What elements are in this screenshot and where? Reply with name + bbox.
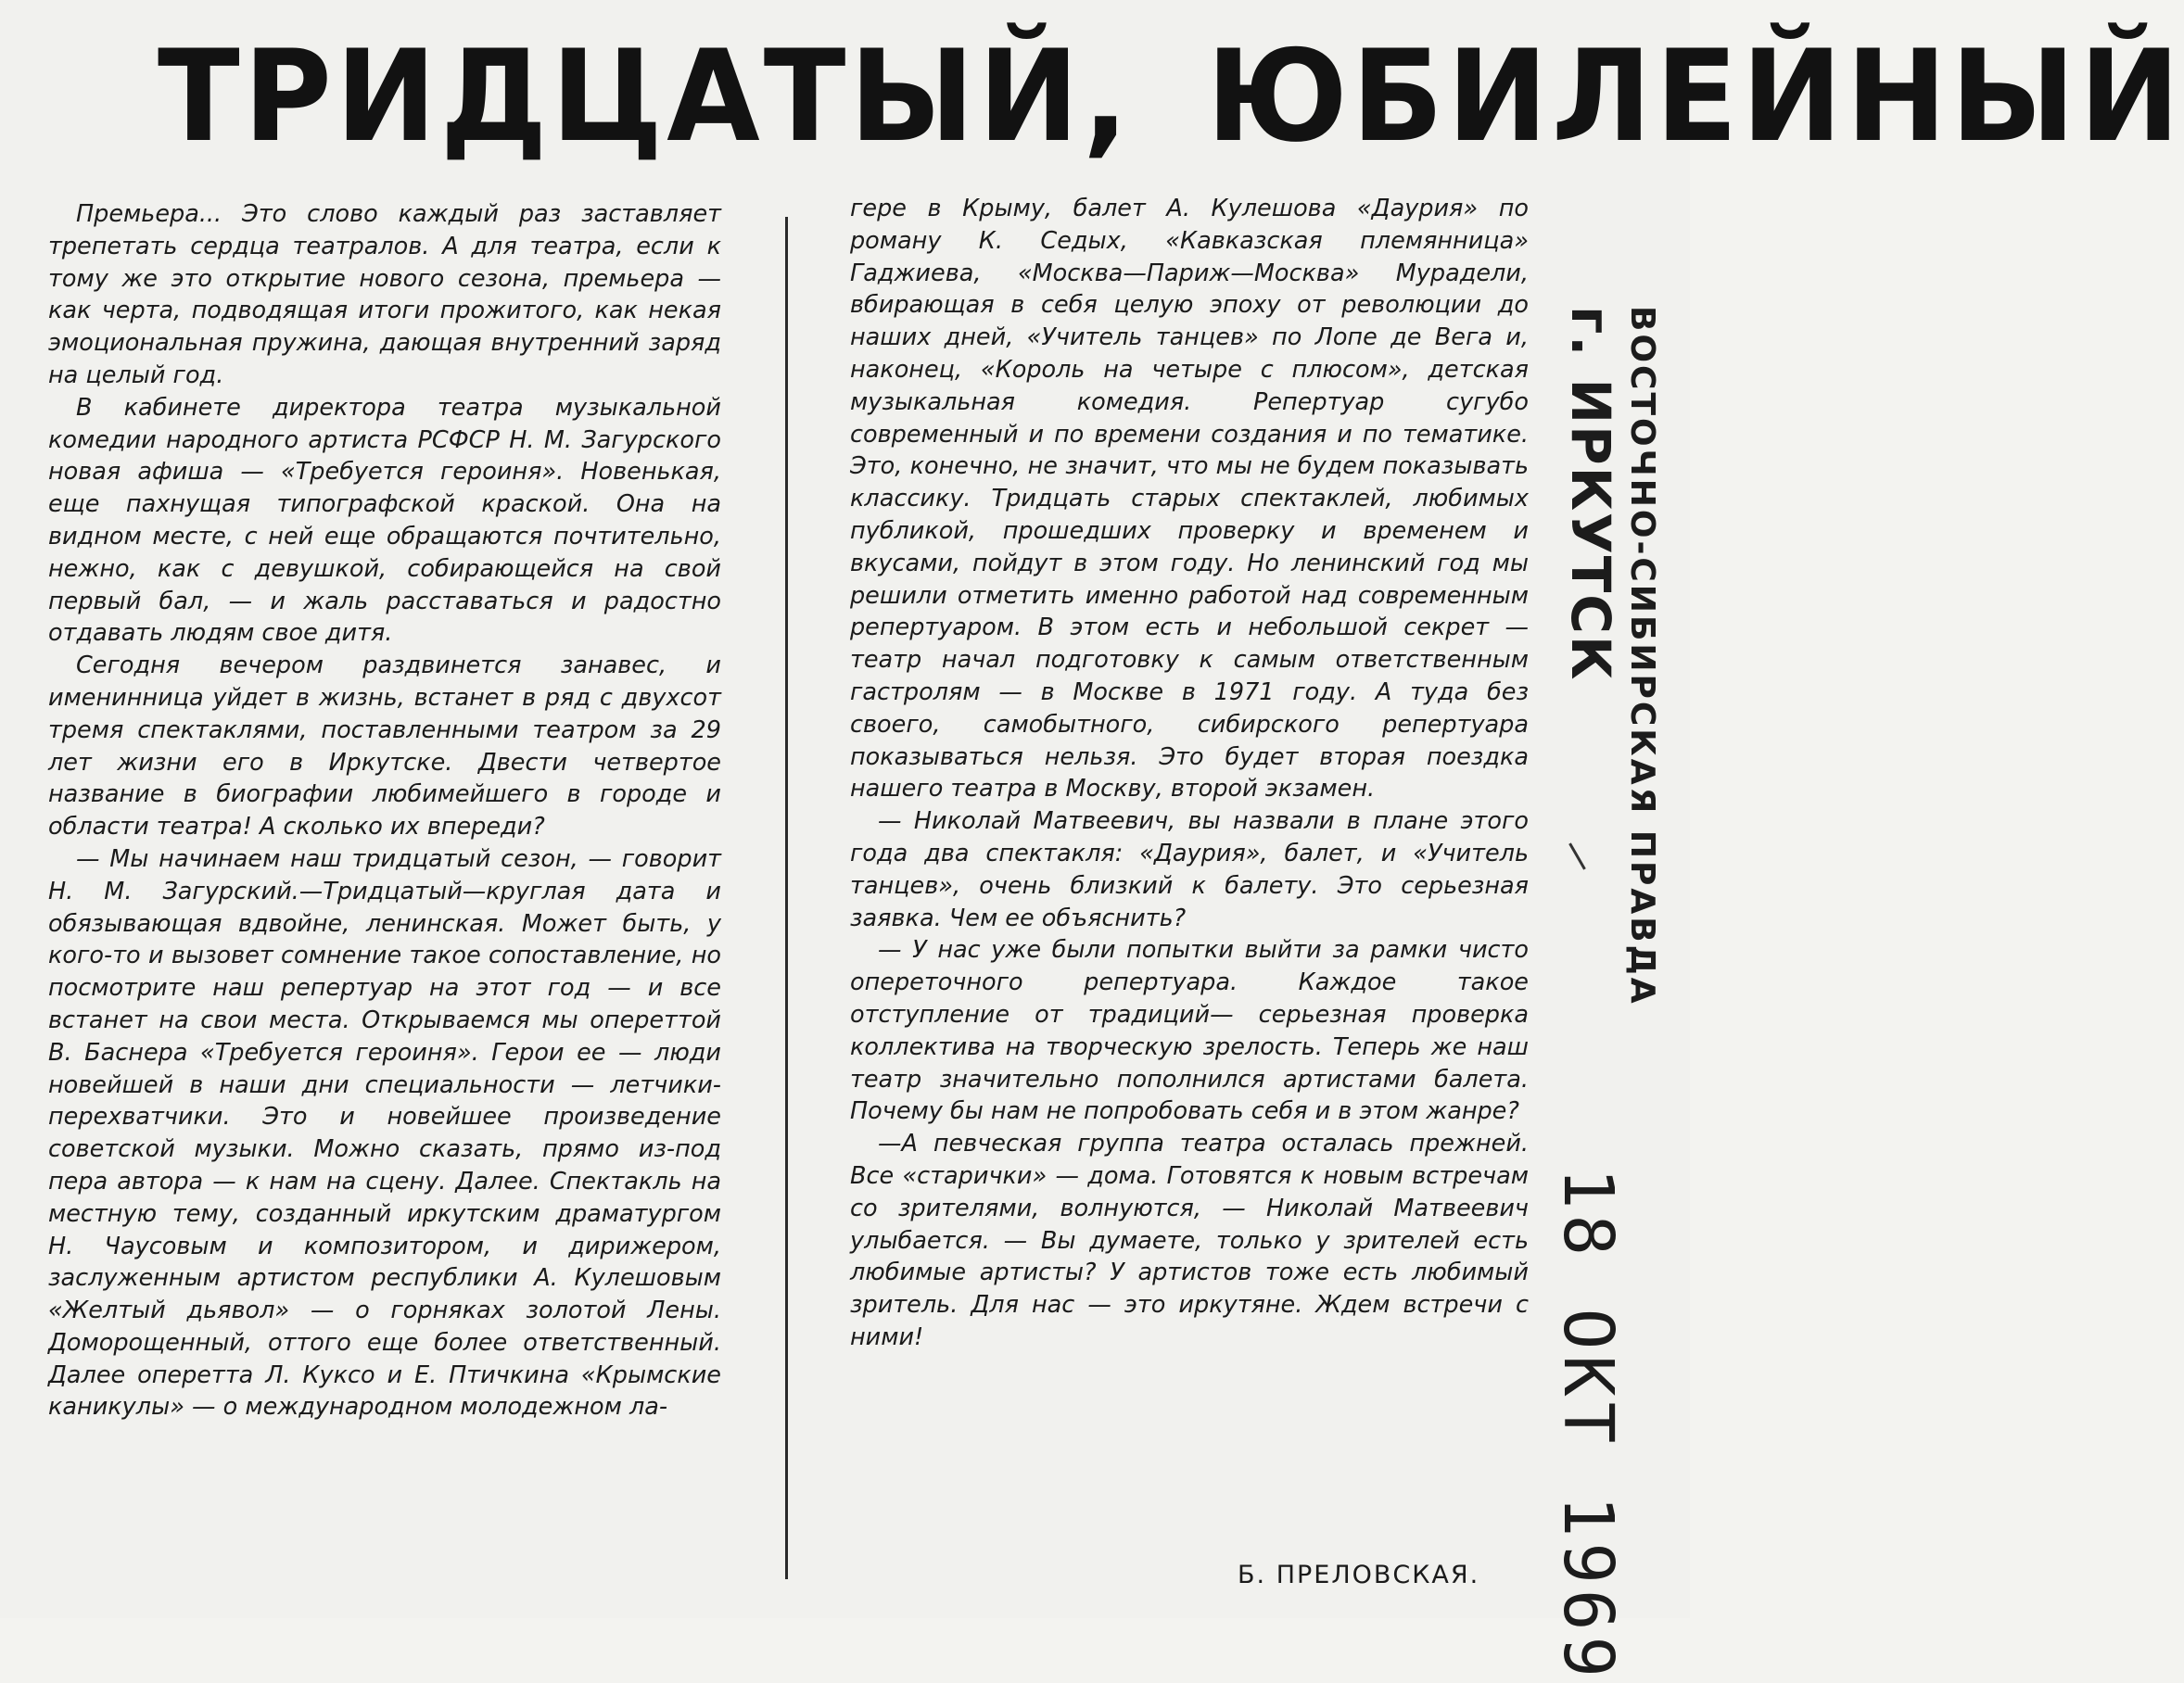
author-signature: Б. ПРЕЛОВСКАЯ. <box>1238 1561 1480 1589</box>
paragraph: — У нас уже были попытки выйти за рамки чисто опереточного репертуара. Каждое такое отступление от традиций— серьезная проверка коллектива на творческую зрелость. Теперь же наш театр значительно пополнился артистами балета. Почему бы нам не попробовать себя и в этом жанре? <box>850 936 1529 1126</box>
stamp-date: 18 ОКТ 1969 <box>1548 1168 1628 1683</box>
paragraph: — Мы начинаем наш тридцатый сезон, — говорит Н. М. Загурский.—Тридцатый—круглая дата и обязывающая вдвойне, ленинская. Может быть, у кого-то и вызовет сомнение такое сопоставление, но посмотрите наш репертуар на этот год — и все встанет на свои места. Открываемся мы опереттой В. Баснера «Требуется героиня». Герои ее — люди новейшей в наши дни специальности — летчики-перехватчики. Это и новейшее произведение советской музыки. Можно сказать, прямо из-под пера автора — к нам на сцену. Далее. Спектакль на местную тему, созданный иркутским драматургом Н. Чаусовым и композитором, и дирижером, заслуженным артистом республики А. Кулешовым «Желтый дьявол» — о горняках золотой Лены. Доморощенный, оттого еще более ответственный. Далее оперетта Л. Куксо и Е. Птичкина «Крымские каникулы» — о международном молодежном ла- <box>48 844 721 1422</box>
headline-word-1: ТРИДЦАТЫЙ, <box>158 21 1133 171</box>
paragraph: гере в Крыму, балет А. Кулешова «Даурия» по роману К. Седых, «Кавказская племянница» Гаджиева, «Москва—Париж—Москва» Мурадели, вбирающая в себя целую эпоху от революции до наших дней, «Учитель танцев» по Лопе де Вега и, наконец, «Король на четыре с плюсом», детская музыкальная комедия. Репертуар сугубо современный и по времени создания и по тематике. Это, конечно, не значит, что мы не будем показывать классику. Тридцать старых спектаклей, любимых публикой, прошедших проверку и временем и вкусами, пойдут в этом году. Но ленинский год мы решили отметить именно работой над современным репертуаром. В этом есть и небольшой секрет — театр начал подготовку к самым ответственным гастролям — в Москве в 1971 году. А туда без своего, самобытного, сибирского репертуара показываться нельзя. Это будет вторая поездка нашего театра в Москву, второй экзамен. <box>850 195 1529 804</box>
stamp-newspaper-name: ВОСТОЧНО-СИБИРСКАЯ ПРАВДА <box>1623 306 1661 1006</box>
paragraph: Премьера... Это слово каждый раз заставляет трепетать сердца театралов. А для театра, если к тому же это открытие нового сезона, премьера — как черта, подводящая итоги прожитого, как некая эмоциональная пружина, дающая внутренний заряд на целый год. <box>48 200 721 389</box>
paragraph: — Николай Матвеевич, вы назвали в плане этого года два спектакля: «Даурия», балет, и «Учитель танцев», очень близкий к балету. Это серьезная заявка. Чем ее объяснить? <box>850 807 1529 932</box>
paragraph: В кабинете директора театра музыкальной комедии народного артиста РСФСР Н. М. Загурского новая афиша — «Требуется героиня». Новенькая, еще пахнущая типографской краской. Она на видном месте, с ней еще обращаются почтительно, нежно, как с девушкой, собирающейся на свой первый бал, — и жаль расставаться и радостно отдавать людям свое дитя. <box>48 393 721 648</box>
article-headline <box>158 21 2184 171</box>
article-column-left <box>48 198 721 1424</box>
paragraph: Сегодня вечером раздвинется занавес, и именинница уйдет в жизнь, встанет в ряд с двухсот тремя спектаклями, поставленными театром за 29 лет жизни его в Иркутске. Двести четвертое название в биографии любимейшего в городе и области театра! А сколько их впереди? <box>48 652 721 842</box>
stamp-city: г. ИРКУТСК <box>1559 306 1622 682</box>
headline-word-2: ЮБИЛЕЙНЫЙ <box>1206 21 2184 171</box>
archive-stamp <box>1539 306 1669 1683</box>
article-column-right <box>850 193 1529 1354</box>
column-divider <box>785 217 788 1579</box>
paragraph: —А певческая группа театра осталась прежней. Все «старички» — дома. Готовятся к новым встречам со зрителями, волнуются, — Николай Матвеевич улыбается. — Вы думаете, только у зрителей есть любимые артисты? У артистов тоже есть любимый зритель. Для нас — это иркутяне. Ждем встречи с ними! <box>850 1130 1529 1351</box>
